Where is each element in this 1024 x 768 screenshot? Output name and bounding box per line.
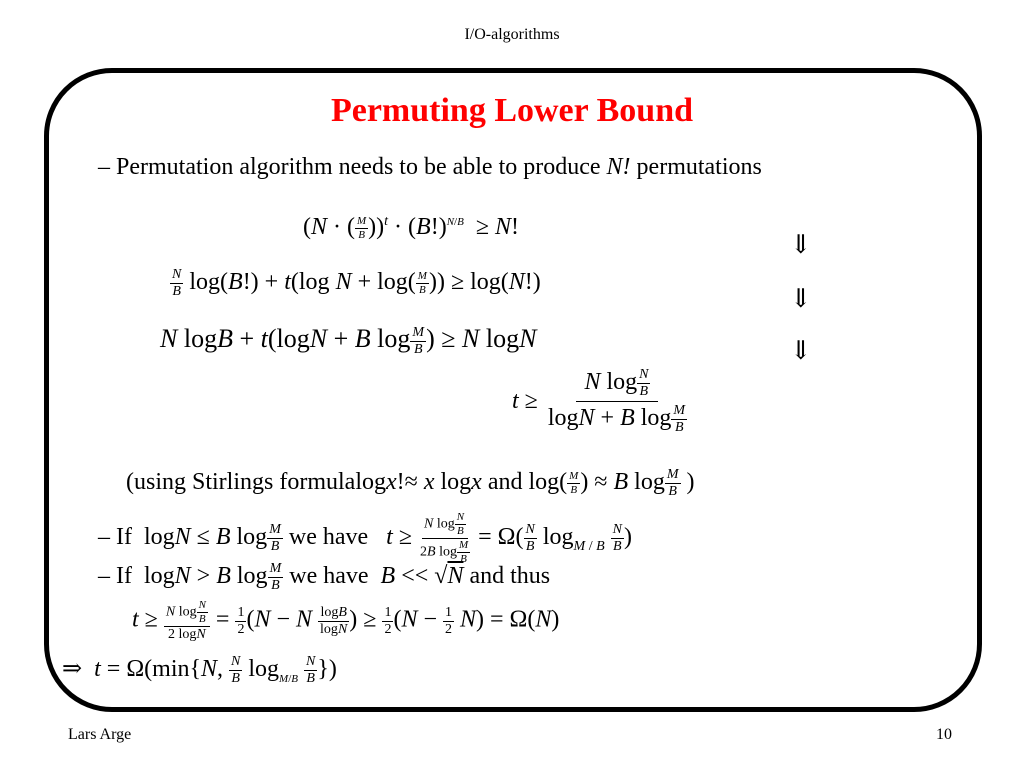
equation-3: N logB + t(logN + B log $\frac{M}{B}$ ) ≥ N logN <box>160 324 537 357</box>
bullet2-mid: we have <box>288 524 369 551</box>
bullet-case-small: – If logN ≤ B log $\frac{M}{B}$ we have t ≥ N log $\frac{N}{B}$ 2B log $\frac{M}{B}$ = Ω( $\frac{N}{B}$ $\log_{M / B}$ $\frac{N}{B}$ ) <box>98 511 632 565</box>
bullet3-mid: we have <box>289 563 369 590</box>
bullet1-suffix: permutations <box>630 154 762 180</box>
implies-symbol: ⇒ <box>62 656 83 682</box>
bullet3-suffix: and thus <box>469 563 551 590</box>
footer-author: Lars Arge <box>68 726 132 743</box>
equation-4: t ≥ N log $\frac{N}{B}$ logN + B log $\frac{M}{B}$ <box>512 367 686 435</box>
bullet-permutations <box>98 154 762 181</box>
implies-arrow-2: ⇓ <box>790 284 812 313</box>
equation-1: (N · ( $\frac{M}{B}$ ))$^t \cdot (B!)^{N/B} \ge N$! <box>303 214 520 241</box>
stirling-note: (using Stirlings formulalogx!≈ x logx and log( $\frac{M}{B}$ ) ≈ B log $\frac{M}{B}$ ) <box>126 467 695 499</box>
bullet-case-large: – If logN > B log $\frac{M}{B}$ we have B << √N and thus <box>98 561 551 593</box>
bullet1-var: N! <box>606 154 631 180</box>
implies-arrow-3: ⇓ <box>790 336 812 365</box>
slide-title: Permuting Lower Bound <box>330 92 694 129</box>
stirling-suffix: ) <box>686 469 695 496</box>
equation-2: $\frac{N}{B}$ log(B!) + t(log N + log( $\frac{M}{B}$ )) ≥ log(N!) <box>172 267 541 299</box>
conclusion: ⇒ t = Ω(min{N, $\frac{N}{B}$ $\log_{M/B}$ $\frac{N}{B}$ }) <box>62 653 337 686</box>
bullet1-prefix: – Permutation algorithm needs to be able to produce <box>98 154 607 180</box>
stirling-prefix: (using Stirlings formula <box>126 469 356 496</box>
footer-page-number: 10 <box>936 726 952 743</box>
slide-header: I/O-algorithms <box>464 26 560 43</box>
equation-5: t ≥ N log $\frac{N}{B}$ 2 logN = $\frac{1}{2}$ (N − N $\frac{\log B}{\log N}$ ) ≥ $\frac{1}{2}$ (N − $\frac{1}{2}$ N) = Ω(N) <box>132 599 560 642</box>
bullet2-prefix: – If <box>98 524 132 551</box>
bullet3-prefix: – If <box>98 563 132 590</box>
stirling-and: and <box>487 469 523 496</box>
implies-arrow-1: ⇓ <box>790 230 812 259</box>
